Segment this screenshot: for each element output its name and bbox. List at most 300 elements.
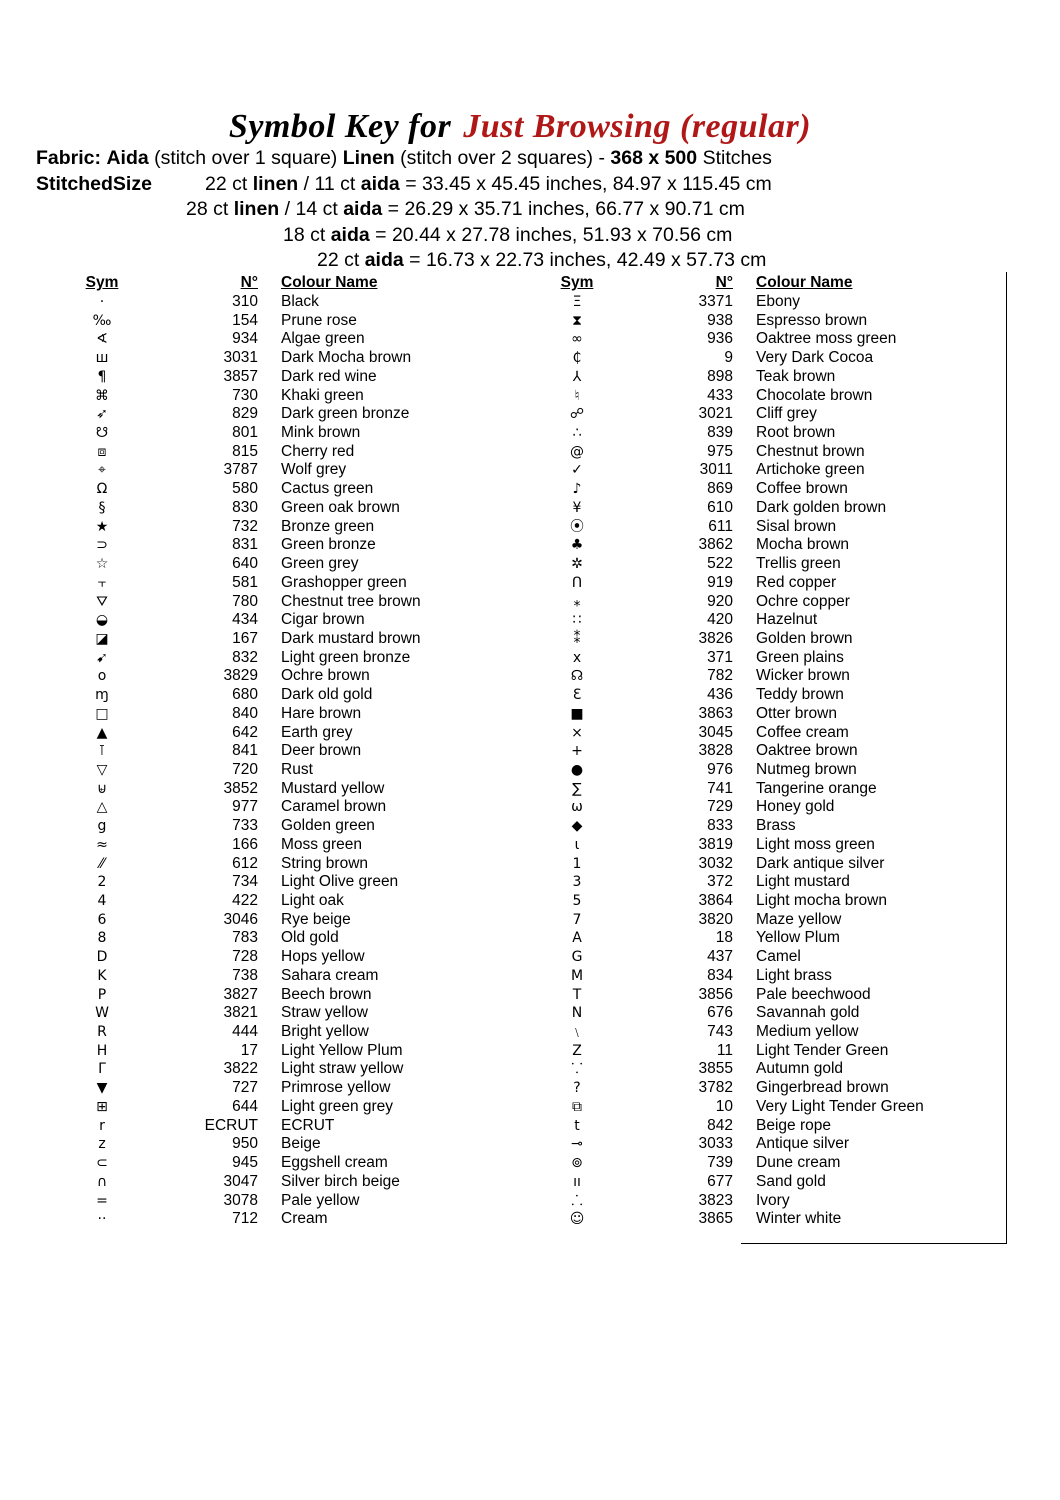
symbol-glyph: § <box>98 499 106 516</box>
color-number: 3828 <box>698 742 733 760</box>
color-number: 840 <box>232 704 258 722</box>
color-number: 3829 <box>223 667 258 685</box>
color-name: Mocha brown <box>756 536 850 554</box>
color-name: Silver birch beige <box>281 1172 400 1190</box>
symbol-glyph: ɱ <box>95 687 109 704</box>
color-number: 729 <box>707 798 733 816</box>
color-name: Dune cream <box>756 1154 841 1172</box>
symbol-glyph: ▽ <box>96 761 108 778</box>
color-number: 3827 <box>223 985 258 1003</box>
symbol-glyph: 3 <box>572 874 582 891</box>
color-number: 976 <box>707 760 733 778</box>
symbol-glyph: ⌖ <box>98 462 106 479</box>
color-number: 801 <box>232 424 258 442</box>
color-number: 3011 <box>699 461 733 479</box>
color-name: Teak brown <box>756 367 836 385</box>
color-number: 3033 <box>698 1135 733 1153</box>
linen-label: Linen <box>342 147 395 169</box>
stitched-size-label: StitchedSize <box>36 173 152 195</box>
symbol-glyph: Ξ <box>572 294 582 310</box>
symbol-glyph: K <box>97 967 107 984</box>
color-name: Light Olive green <box>281 873 399 891</box>
color-name: Very Dark Cocoa <box>756 349 874 367</box>
stitch-dims: 368 x 500 <box>610 147 698 169</box>
color-number: 611 <box>708 517 733 535</box>
symbol-glyph: 6 <box>97 911 107 928</box>
symbol-glyph: ⊚ <box>571 1155 583 1172</box>
color-number: 371 <box>707 648 733 666</box>
color-number: 10 <box>715 1097 733 1115</box>
color-number: 869 <box>707 480 733 498</box>
color-name: Light brass <box>756 966 832 984</box>
color-number: 3371 <box>698 293 733 310</box>
symbol-glyph: ◒ <box>95 612 109 629</box>
color-name: Dark red wine <box>281 367 377 385</box>
color-name: Hazelnut <box>756 611 818 629</box>
color-name: String brown <box>281 854 369 872</box>
color-name: Eggshell cream <box>281 1154 388 1172</box>
title-pattern-name: Just Browsing (regular) <box>463 108 812 145</box>
symbol-glyph: ⊌ <box>96 780 108 797</box>
color-name: Hops yellow <box>281 948 365 966</box>
color-number: 644 <box>232 1097 258 1115</box>
color-number: 3856 <box>698 985 733 1003</box>
color-number: 3823 <box>698 1191 733 1209</box>
header-num: N° <box>715 274 733 291</box>
color-number: 727 <box>232 1079 258 1097</box>
color-name: Sahara cream <box>281 966 379 984</box>
color-number: 444 <box>232 1023 258 1041</box>
color-number: 728 <box>232 948 258 966</box>
color-number: 3045 <box>698 723 733 741</box>
color-number: 975 <box>707 442 733 460</box>
title-prefix: Symbol Key for <box>228 108 452 145</box>
symbol-glyph: ✓ <box>571 462 583 479</box>
symbol-glyph: z <box>98 1136 106 1153</box>
symbol-glyph: ⦿ <box>570 518 584 535</box>
color-number: 9 <box>724 349 733 367</box>
size3-aida: aida <box>330 224 370 246</box>
color-number: 3078 <box>223 1191 258 1209</box>
color-number: 841 <box>232 742 258 760</box>
symbol-glyph: ? <box>573 1080 581 1097</box>
color-name: Green oak brown <box>281 498 400 516</box>
size2-sep: / 14 ct <box>284 198 338 220</box>
symbol-glyph: ∷ <box>572 612 582 629</box>
symbol-glyph: ▼ <box>96 1080 108 1097</box>
symbol-glyph: 8 <box>97 930 107 947</box>
symbol-glyph: ♮ <box>574 387 580 404</box>
color-name: Golden green <box>281 817 375 835</box>
color-number: 732 <box>232 517 258 535</box>
symbol-glyph: ﹨ <box>570 1024 584 1041</box>
color-number: 3857 <box>223 367 258 385</box>
fabric-line <box>36 146 772 171</box>
color-name: Ochre copper <box>756 592 850 610</box>
color-number: 739 <box>707 1154 733 1172</box>
color-number: 839 <box>707 424 733 442</box>
color-number: 830 <box>232 498 258 516</box>
color-number: 167 <box>232 629 258 647</box>
color-name: Rust <box>281 760 313 778</box>
symbol-glyph: ∢ <box>96 331 108 348</box>
color-name: Root brown <box>756 424 836 442</box>
size1-ct: 22 ct <box>205 173 248 195</box>
color-name: Oaktree moss green <box>756 330 897 348</box>
color-name: Cherry red <box>281 442 355 460</box>
symbol-glyph: ‰ <box>92 312 112 329</box>
symbol-glyph: ➹ <box>96 649 108 666</box>
color-name: Primrose yellow <box>281 1079 391 1097</box>
color-number: 3021 <box>698 405 733 423</box>
color-number: 3826 <box>698 629 733 647</box>
color-name: Ochre brown <box>281 667 370 685</box>
size-line-4 <box>317 248 766 273</box>
symbol-glyph: ≈ <box>96 836 108 853</box>
color-number: 919 <box>707 573 733 591</box>
header-sym: Sym <box>85 274 119 291</box>
color-name: Green bronze <box>281 536 376 554</box>
color-name: Coffee cream <box>756 723 849 741</box>
size-line-2 <box>186 197 745 222</box>
color-number: 676 <box>707 1004 733 1022</box>
symbol-glyph: ⸫ <box>571 1192 583 1209</box>
color-name: Chestnut tree brown <box>281 592 421 610</box>
color-number: 920 <box>707 592 733 610</box>
aida-label: Aida <box>106 147 149 169</box>
color-name: Artichoke green <box>756 461 865 479</box>
color-number: 437 <box>707 948 733 966</box>
color-name: Algae green <box>281 330 365 348</box>
symbol-glyph: 5 <box>572 893 582 909</box>
color-name: Sisal brown <box>756 517 837 535</box>
color-number: 815 <box>232 442 258 460</box>
color-name: Cigar brown <box>281 611 365 629</box>
color-name: Chestnut brown <box>756 442 865 460</box>
size2-dims: = 26.29 x 35.71 inches, 66.77 x 90.71 cm <box>387 198 745 220</box>
color-name: Cream <box>281 1210 328 1228</box>
color-number: 938 <box>707 311 733 329</box>
color-number: 934 <box>232 330 258 348</box>
color-name: Camel <box>756 948 801 966</box>
color-name: ECRUT <box>281 1116 335 1134</box>
color-name: Earth grey <box>281 723 353 741</box>
symbol-glyph: ıı <box>573 1173 581 1190</box>
symbol-glyph: ⊃ <box>96 537 108 554</box>
color-name: Golden brown <box>756 629 853 647</box>
symbol-glyph: ⧗ <box>572 312 582 329</box>
color-name: Dark Mocha brown <box>281 349 412 367</box>
symbol-glyph: □ <box>95 705 109 722</box>
color-number: 741 <box>707 779 733 797</box>
symbol-glyph: P <box>97 986 107 1003</box>
symbol-glyph: Γ <box>98 1061 106 1078</box>
color-name: Pale yellow <box>281 1191 360 1209</box>
symbol-glyph: ☍ <box>569 406 585 423</box>
color-number: 640 <box>232 555 258 573</box>
symbol-glyph: ¶ <box>97 368 107 385</box>
color-number: 780 <box>232 592 258 610</box>
symbol-glyph: r <box>99 1117 105 1134</box>
color-name: Prune rose <box>281 311 357 329</box>
color-number: 3782 <box>698 1079 733 1097</box>
symbol-glyph: ◆ <box>571 818 583 835</box>
color-number: 733 <box>232 817 258 835</box>
color-number: 720 <box>232 760 258 778</box>
symbol-glyph: ⨯ <box>571 724 583 741</box>
color-number: 936 <box>707 330 733 348</box>
symbol-glyph: ♪ <box>572 481 582 498</box>
color-name: Chocolate brown <box>756 386 873 404</box>
symbol-glyph: M <box>570 967 584 984</box>
symbol-glyph: 2 <box>97 874 107 891</box>
color-name: Wicker brown <box>756 667 850 685</box>
symbol-glyph: ⅄ <box>572 368 582 385</box>
color-number: 783 <box>232 929 258 947</box>
symbol-glyph: g <box>97 818 107 835</box>
color-number: 422 <box>232 892 258 909</box>
color-number: 734 <box>232 873 258 891</box>
symbol-glyph: ⌘ <box>95 387 109 404</box>
color-name: Cliff grey <box>756 405 817 423</box>
symbol-glyph: ∞ <box>571 331 583 348</box>
color-number: 436 <box>707 686 733 704</box>
color-number: 433 <box>707 386 733 404</box>
header-sym: Sym <box>560 274 594 291</box>
symbol-glyph: H <box>96 1042 108 1059</box>
symbol-glyph: ⊸ <box>571 1136 583 1153</box>
symbol-glyph: 1 <box>572 855 582 872</box>
color-name: Sand gold <box>756 1172 826 1190</box>
symbol-glyph: ☊ <box>570 668 584 685</box>
symbol-glyph: ▲ <box>96 724 108 741</box>
color-number: 712 <box>232 1210 258 1228</box>
color-name: Honey gold <box>756 798 835 816</box>
symbol-glyph: D <box>96 949 108 966</box>
color-name: Light straw yellow <box>281 1060 404 1078</box>
color-number: 3865 <box>698 1210 733 1228</box>
symbol-glyph: T <box>572 986 582 1003</box>
color-name: Dark mustard brown <box>281 629 421 647</box>
color-name: Medium yellow <box>756 1023 859 1041</box>
symbol-glyph: N <box>571 1005 583 1022</box>
symbol-glyph: ш <box>95 350 109 367</box>
color-number: 842 <box>707 1116 733 1134</box>
symbol-glyph: ⊂ <box>96 1155 108 1172</box>
symbol-glyph: 4 <box>97 893 107 909</box>
stitches-word: Stitches <box>702 147 772 169</box>
header-name: Colour Name <box>756 274 853 291</box>
size-line-3 <box>283 223 732 248</box>
symbol-glyph: ✲ <box>571 556 583 573</box>
symbol-glyph: ∑ <box>572 780 582 797</box>
color-name: Savannah gold <box>756 1004 860 1022</box>
color-number: 834 <box>707 966 733 984</box>
color-number: 950 <box>232 1135 258 1153</box>
color-number: 3863 <box>698 704 733 722</box>
symbol-glyph: △ <box>96 799 108 816</box>
color-name: Beech brown <box>281 985 372 1003</box>
size4-aida: aida <box>364 249 404 271</box>
color-name: Light Tender Green <box>756 1041 889 1059</box>
header-num: N° <box>240 274 258 291</box>
color-name: Red copper <box>756 573 837 591</box>
color-number: 833 <box>707 817 733 835</box>
color-name: Gingerbread brown <box>756 1079 889 1097</box>
symbol-glyph: ♣ <box>570 537 584 554</box>
symbol-glyph: @ <box>570 443 584 460</box>
symbol-glyph: ⁑ <box>573 630 581 647</box>
color-number: 581 <box>232 573 258 591</box>
color-number: 3821 <box>223 1004 258 1022</box>
symbol-glyph: + <box>571 743 583 760</box>
color-name: Autumn gold <box>756 1060 844 1078</box>
color-number: 831 <box>232 536 258 554</box>
symbol-glyph: ☋ <box>95 425 109 442</box>
symbol-glyph: ⊺ <box>98 743 106 760</box>
symbol-glyph: ◪ <box>95 630 109 647</box>
color-name: Trellis green <box>756 555 841 573</box>
symbol-glyph: = <box>96 1192 108 1209</box>
color-name: Antique silver <box>756 1135 850 1153</box>
size2-aida: aida <box>343 198 383 220</box>
color-number: 730 <box>232 386 258 404</box>
symbol-glyph: ⁄⁄ <box>99 855 105 872</box>
color-number: 11 <box>716 1041 733 1059</box>
symbol-glyph: ⧉ <box>572 1098 582 1115</box>
color-name: Bright yellow <box>281 1023 369 1041</box>
page-title <box>0 104 1040 150</box>
symbol-glyph: ⸪ <box>571 1061 583 1078</box>
symbol-glyph: 7 <box>572 911 582 928</box>
color-name: Hare brown <box>281 704 362 722</box>
color-name: Nutmeg brown <box>756 760 857 778</box>
color-number: 3864 <box>698 892 733 909</box>
color-name: Teddy brown <box>756 686 844 704</box>
color-number: 310 <box>232 293 258 310</box>
color-name: Cactus green <box>281 480 374 498</box>
color-number: 18 <box>715 929 733 947</box>
color-name: Moss green <box>281 835 362 853</box>
symbol-glyph: ⊞ <box>96 1098 108 1115</box>
size4-ct: 22 ct <box>317 249 360 271</box>
symbol-glyph: ω <box>571 799 583 816</box>
color-name: Mink brown <box>281 424 361 442</box>
color-number: 372 <box>707 873 733 891</box>
color-name: Beige <box>281 1135 321 1153</box>
color-number: 829 <box>232 405 258 423</box>
symbol-glyph: t <box>574 1117 580 1134</box>
color-number: 945 <box>232 1154 258 1172</box>
color-name: Grashopper green <box>281 573 407 591</box>
color-name: Brass <box>756 817 796 835</box>
color-name: Espresso brown <box>756 311 868 329</box>
symbol-glyph: ᑎ <box>571 574 583 591</box>
color-name: Yellow Plum <box>756 929 840 947</box>
size1-sep: / 11 ct <box>303 173 356 195</box>
color-number: 612 <box>232 854 258 872</box>
color-name: Light oak <box>281 892 344 909</box>
color-number: 3046 <box>223 910 258 928</box>
color-name: Very Light Tender Green <box>756 1097 924 1115</box>
symbol-glyph: ● <box>570 761 584 778</box>
color-name: Straw yellow <box>281 1004 368 1022</box>
color-name: Old gold <box>281 929 339 947</box>
color-number: 522 <box>707 555 733 573</box>
symbol-glyph: ■ <box>570 705 584 722</box>
symbol-glyph: ∴ <box>572 425 582 442</box>
color-number: ECRUT <box>204 1116 258 1134</box>
aida-desc: (stitch over 1 square) <box>154 147 338 169</box>
color-name: Light mocha brown <box>756 892 887 909</box>
color-number: 166 <box>232 835 258 853</box>
color-name: Coffee brown <box>756 480 848 498</box>
symbol-glyph: ⫟ <box>97 574 107 591</box>
color-number: 3819 <box>698 835 733 853</box>
color-number: 3862 <box>698 536 733 554</box>
size3-ct: 18 ct <box>283 224 326 246</box>
symbol-glyph: ➶ <box>96 406 108 423</box>
color-number: 3855 <box>698 1060 733 1078</box>
color-name: Rye beige <box>281 910 351 928</box>
symbol-glyph: Ω <box>96 481 108 498</box>
color-name: Pale beechwood <box>756 985 871 1003</box>
color-name: Beige rope <box>756 1116 831 1134</box>
symbol-glyph: ☺ <box>569 1211 585 1228</box>
color-number: 3031 <box>223 349 258 367</box>
color-number: 977 <box>232 798 258 816</box>
color-number: 782 <box>707 667 733 685</box>
size-line-1 <box>205 172 772 197</box>
color-number: 680 <box>232 686 258 704</box>
color-name: Light green bronze <box>281 648 411 666</box>
color-number: 642 <box>232 723 258 741</box>
color-name: Khaki green <box>281 386 364 404</box>
color-number: 3047 <box>223 1172 258 1190</box>
color-name: Winter white <box>756 1210 842 1228</box>
linen-desc: (stitch over 2 squares) - <box>400 147 605 169</box>
color-number: 677 <box>707 1172 733 1190</box>
color-number: 3822 <box>223 1060 258 1078</box>
color-number: 832 <box>232 648 258 666</box>
color-number: 3852 <box>223 779 258 797</box>
symbol-glyph: R <box>97 1024 107 1041</box>
color-name: Wolf grey <box>281 461 347 479</box>
symbol-glyph: W <box>95 1005 109 1022</box>
color-number: 743 <box>707 1023 733 1041</box>
color-name: Ivory <box>756 1191 790 1209</box>
symbol-glyph: ɩ <box>574 836 580 853</box>
size2-ct: 28 ct <box>186 198 229 220</box>
color-name: Black <box>281 293 319 310</box>
color-name: Maze yellow <box>756 910 842 928</box>
color-name: Light mustard <box>756 873 850 891</box>
symbol-glyph: ·· <box>97 1211 107 1228</box>
symbol-glyph: ∩ <box>96 1173 108 1190</box>
size1-aida: aida <box>360 173 400 195</box>
color-number: 898 <box>707 367 733 385</box>
color-name: Mustard yellow <box>281 779 385 797</box>
color-name: Oaktree brown <box>756 742 858 760</box>
color-name: Ebony <box>756 293 800 310</box>
symbol-glyph: ⛛ <box>96 593 108 610</box>
bottom-border-line <box>741 1243 1007 1244</box>
symbol-glyph: G <box>571 949 583 966</box>
size1-dims: = 33.45 x 45.45 inches, 84.97 x 115.45 cm <box>405 173 772 195</box>
color-number: 17 <box>240 1041 258 1059</box>
color-name: Light green grey <box>281 1097 394 1115</box>
color-number: 3032 <box>698 854 733 872</box>
